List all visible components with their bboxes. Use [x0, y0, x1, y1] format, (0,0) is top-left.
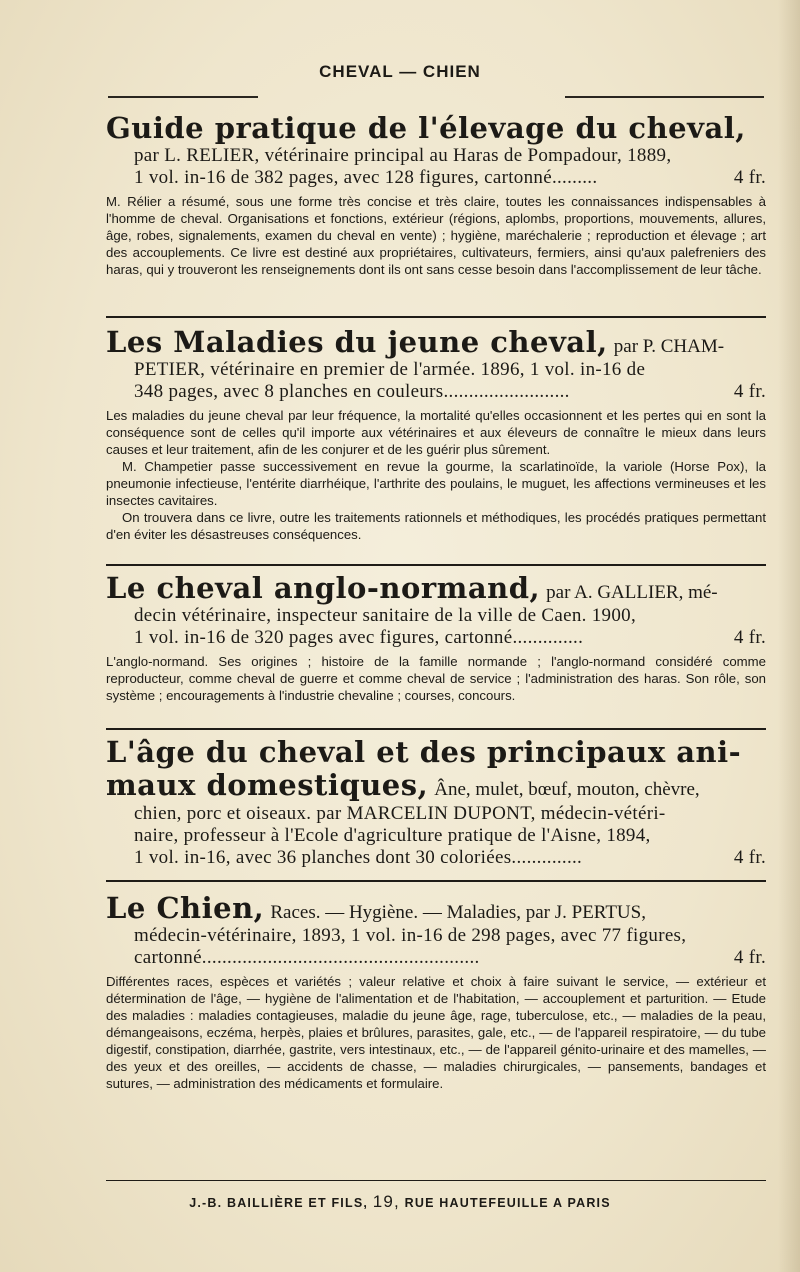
entry-price: 4 fr. [733, 381, 766, 403]
entry-description: Différentes races, espèces et variétés ; valeur relative et choix à faire suivant le service, — extérieur et détermination de l'âge, — hygiène de l'alimentation et de l'habitation, — accouplement et parturition. — Etude des maladies : maladies contagieuses, maladie du jeune âge, rage, tuberculose, etc., — maladies de la peau, démangeaisons, eczéma, herpès, plaies et brûlures, parasites, gale, etc., — de l'appareil respiratoire, — du tube digestif, constipation, diarrhée, gastrite, vers intestinaux, etc., — de l'appareil génito-urinaire et des mamelles, — des yeux et des oreilles, — accidents de chasse, — maladies chirurgicales, — pansements, bandages et sutures, — administration des médicaments et formulaire. [106, 974, 766, 1092]
head-rule-left [108, 96, 258, 98]
entry-ref-line: naire, professeur à l'Ecole d'agriculture pratique de l'Aisne, 1894, [134, 824, 651, 846]
entry-description: M. Rélier a résumé, sous une forme très concise et très claire, toutes les connaissances indispensables à l'homme de cheval. Organisations et fonctions, extérieur (régions, aplombs, proportions, mouvements, allures, âge, robes, signalements, examen du cheval en vente) ; hygiène, maréchalerie ; reproduction et élevage ; art des accouplements. Ce livre est destiné aux propriétaires, cultivateurs, fermiers, ainsi qu'aux palefreniers des haras, qui y trouveront les renseignements dont ils ont sans cesse besoin dans l'accomplissement de leur tâche. [106, 194, 766, 278]
entry-age-du-cheval [106, 736, 766, 869]
head-rule-right [565, 96, 764, 98]
entry-price: 4 fr. [733, 947, 766, 969]
entry-cheval-anglo-normand [106, 572, 766, 704]
footer-rule [106, 1180, 766, 1181]
entry-ref-line: par L. RELIER, vétérinaire principal au Haras de Pompadour, 1889, [134, 145, 672, 167]
entry-title: Le cheval anglo-normand, par A. GALLIER, mé- [106, 571, 718, 605]
entry-title: Les Maladies du jeune cheval, par P. CHAM- [106, 325, 725, 359]
entry-description: Les maladies du jeune cheval par leur fréquence, la mortalité qu'elles occasionnent et les pertes qui en sont la conséquence sont de celles qu'il importe aux vétérinaires et aux éleveurs de connaître le mieux dans leurs causes et leur traitement, afin de les conjurer et de les guérir plus sûrement. M. Champetier passe successivement en revue la gourme, la scarlatinoïde, la variole (Horse Pox), la pneumonie infectieuse, l'entérite diarrhéique, l'arthrite des poulains, le muguet, les affections vermineuses et les insectes cavitaires. On trouvera dans ce livre, outre les traitements rationnels et méthodiques, les procédés pratiques permettant d'en éviter les désastreuses conséquences. [106, 408, 766, 543]
entry-price-line: 1 vol. in-16 de 320 pages avec figures, cartonné.............. 4 fr. [134, 627, 766, 649]
entry-title: Le Chien, Races. — Hygiène. — Maladies, par J. PERTUS, [106, 891, 646, 925]
entry-description: L'anglo-normand. Ses origines ; histoire de la famille normande ; l'anglo-normand considéré comme reproducteur, comme cheval de guerre et comme cheval de service ; l'administration des haras. Son rôle, son système ; encouragements à l'industrie chevaline ; courses, concours. [106, 654, 766, 704]
entry-title: L'âge du cheval et des principaux ani- maux domestiques, Âne, mulet, bœuf, mouton, chèvre, [106, 735, 742, 803]
entry-ref-line: médecin-vétérinaire, 1893, 1 vol. in-16 de 298 pages, avec 77 figures, [134, 925, 687, 947]
entry-ref-line: chien, porc et oiseaux. par MARCELIN DUPONT, médecin-vétéri- [134, 802, 666, 824]
entry-price-line: 348 pages, avec 8 planches en couleurs......................... 4 fr. [134, 381, 766, 403]
entry-price: 4 fr. [733, 167, 766, 189]
entry-ref-line: PETIER, vétérinaire en premier de l'armée. 1896, 1 vol. in-16 de [134, 359, 646, 381]
section-separator [106, 880, 766, 882]
page-edge-shadow [778, 0, 800, 1272]
running-head: CHEVAL — CHIEN [319, 62, 481, 81]
entry-title: Guide pratique de l'élevage du cheval, [106, 111, 746, 145]
entry-price: 4 fr. [733, 846, 766, 868]
publisher-footer: J.-B. BAILLIÈRE ET FILS, 19, RUE HAUTEFEUILLE A PARIS [189, 1192, 611, 1211]
entry-guide-pratique [106, 112, 766, 278]
entry-le-chien [106, 892, 766, 1092]
entry-price: 4 fr. [733, 627, 766, 649]
entry-price-line: cartonné....................................................... 4 fr. [134, 947, 766, 969]
section-separator [106, 316, 766, 318]
entry-maladies-jeune-cheval [106, 326, 766, 543]
section-separator [106, 564, 766, 566]
entry-price-line: 1 vol. in-16 de 382 pages, avec 128 figures, cartonné......... 4 fr. [134, 167, 766, 189]
entry-price-line: 1 vol. in-16, avec 36 planches dont 30 coloriées.............. 4 fr. [134, 846, 766, 868]
section-separator [106, 728, 766, 730]
entry-ref-line: decin vétérinaire, inspecteur sanitaire de la ville de Caen. 1900, [134, 605, 636, 627]
